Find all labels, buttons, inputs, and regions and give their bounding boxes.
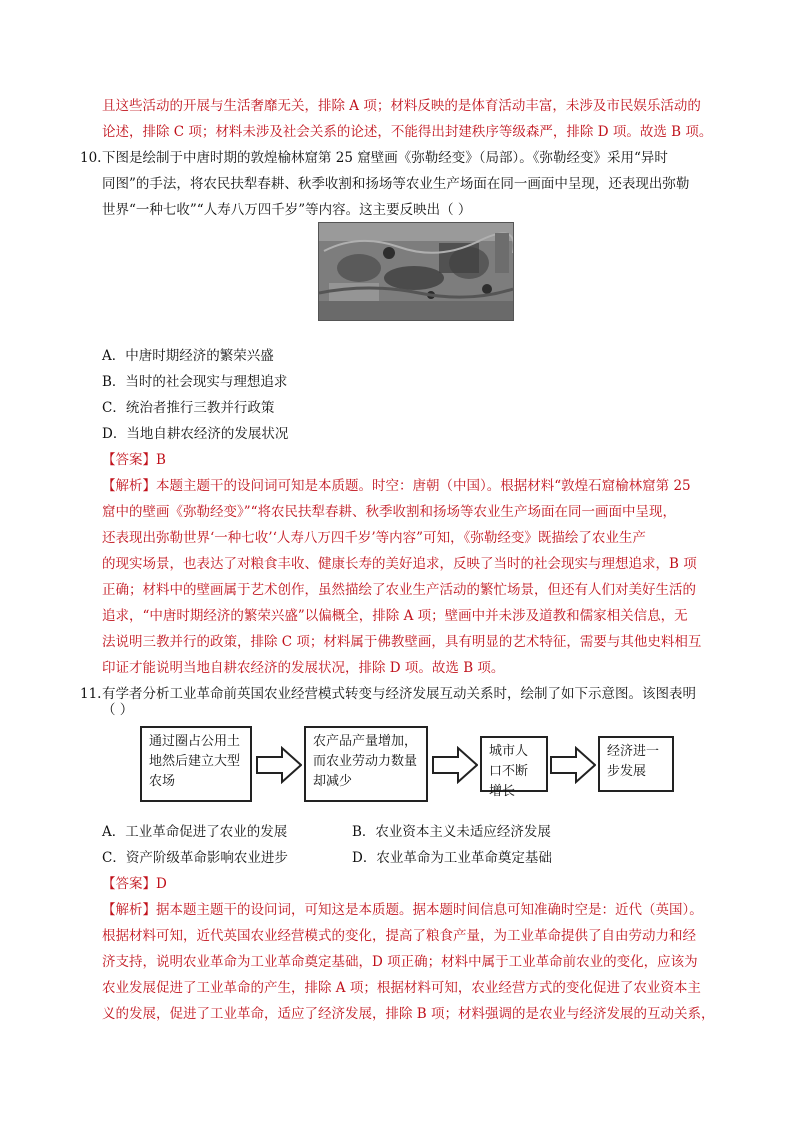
question-11-analysis-line-3: 济支持，说明农业革命为工业革命奠定基础，D 项正确；材料中属于工业革命前农业的变化，应该为 [102, 954, 698, 970]
question-10-analysis-line-7: 法说明三教并行的政策，排除 C 项；材料属于佛教壁画，具有明显的艺术特征，需要与其他史料相互 [102, 634, 702, 650]
flow-box-economic-development: 经济进一步发展 [598, 736, 674, 792]
flow-box-urban-population: 城市人口不断增长 [480, 736, 548, 792]
question-10-answer: 【答案】B [102, 452, 166, 468]
question-10-analysis-line-4: 的现实场景，也表达了对粮食丰收、健康长寿的美好追求，反映了当时的社会现实与理想追求，B 项 [102, 556, 697, 572]
question-10-option-b: B．当时的社会现实与理想追求 [102, 374, 288, 390]
mural-painting-image [318, 222, 514, 321]
question-10-stem-line-3: 世界“一种七收”“人寿八万四千岁”等内容。这主要反映出（ ） [102, 202, 472, 218]
question-10-analysis-line-5: 正确；材料中的壁画属于艺术创作，虽然描绘了农业生产活动的繁忙场景，但还有人们对美好生活的 [102, 582, 696, 598]
question-10-stem-line-1: 下图是绘制于中唐时期的敦煌榆林窟第 25 窟壁画《弥勒经变》（局部）。《弥勒经变》采用“异时 [102, 150, 668, 166]
question-10-analysis-line-3: 还表现出弥勒世界‘一种七收’‘人寿八万四千岁’等内容”可知，《弥勒经变》既描绘了农业生产 [102, 530, 646, 546]
question-10-analysis-line-6: 追求，“中唐时期经济的繁荣兴盛”以偏概全，排除 A 项；壁画中并未涉及道教和儒家相关信息，无 [102, 608, 688, 624]
flow-arrow-2-icon [432, 746, 478, 784]
question-11-analysis-line-5: 义的发展，促进了工业革命，适应了经济发展，排除 B 项；材料强调的是农业与经济发展的互动关系， [102, 1006, 715, 1022]
question-11-option-b: B．农业资本主义未适应经济发展 [352, 824, 551, 840]
prev-analysis-line-1: 且这些活动的开展与生活奢靡无关，排除 A 项；材料反映的是体育活动丰富，未涉及市民娱乐活动的 [102, 98, 701, 114]
prev-analysis-line-2: 论述，排除 C 项；材料未涉及社会关系的论述，不能得出封建秩序等级森严，排除 D 项。故选 B 项。 [102, 124, 713, 140]
question-11-stem-line-2: （ ） [102, 702, 134, 718]
question-11-answer: 【答案】D [102, 876, 167, 892]
question-10-number: 10. [80, 150, 102, 166]
question-10-option-d: D．当地自耕农经济的发展状况 [102, 426, 289, 442]
question-11-option-d: D．农业革命为工业革命奠定基础 [352, 850, 552, 866]
question-11-analysis-line-4: 农业发展促进了工业革命的产生，排除 A 项；根据材料可知，农业经营方式的变化促进了农业资本主 [102, 980, 701, 996]
question-10-option-c: C．统治者推行三教并行政策 [102, 400, 275, 416]
question-10-analysis-line-1: 【解析】本题主题干的设问词可知是本质题。时空：唐朝（中国）。根据材料“敦煌石窟榆林窟第 25 [102, 478, 691, 494]
flow-box-enclosure: 通过圈占公用土地然后建立大型农场 [140, 726, 252, 802]
question-11-option-a: A．工业革命促进了农业的发展 [102, 824, 288, 840]
question-11-analysis-line-2: 根据材料可知，近代英国农业经营模式的变化，提高了粮食产量，为工业革命提供了自由劳动力和经 [102, 928, 696, 944]
question-10-stem-line-2: 同图”的手法，将农民扶犁春耕、秋季收割和扬场等农业生产场面在同一画面中呈现，还表现出弥勒 [102, 176, 690, 192]
question-10-analysis-line-8: 印证才能说明当地自耕农经济的发展状况，排除 D 项。故选 B 项。 [102, 660, 505, 676]
question-11-option-c: C．资产阶级革命影响农业进步 [102, 850, 288, 866]
flow-box-output-labor: 农产品产量增加，而农业劳动力数量却减少 [304, 726, 428, 802]
flow-diagram [140, 724, 680, 804]
question-11-stem-line-1: 有学者分析工业革命前英国农业经营模式转变与经济发展互动关系时，绘制了如下示意图。该图表明 [102, 686, 696, 702]
flow-arrow-1-icon [256, 746, 302, 784]
question-10-option-a: A．中唐时期经济的繁荣兴盛 [102, 348, 274, 364]
question-10-analysis-line-2: 窟中的壁画《弥勒经变》”“将农民扶犁春耕、秋季收割和扬场等农业生产场面在同一画面中呈现， [102, 504, 677, 520]
question-11-number: 11. [80, 686, 102, 702]
flow-arrow-3-icon [550, 746, 596, 784]
question-11-analysis-line-1: 【解析】据本题主题干的设问词，可知这是本质题。据本题时间信息可知准确时空是：近代（英国）。 [102, 902, 703, 918]
